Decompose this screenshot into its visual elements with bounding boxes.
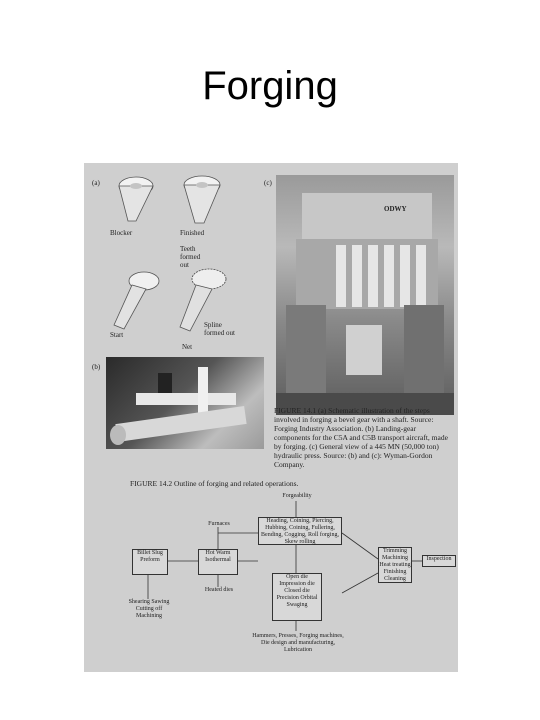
- teeth-label: Teeth formed out: [180, 245, 201, 269]
- billet-box: Billet Slug Preform: [132, 549, 168, 575]
- forgeability-node: Forgeability: [282, 493, 312, 499]
- net-label: Net: [182, 343, 193, 351]
- panel-c-label: (c): [264, 179, 272, 187]
- panel-a-label: (a): [92, 179, 100, 187]
- heading-operations-box: Heading, Coining, Piercing, Hubbing, Coining, Fullering, Bending, Cogging, Roll forging, Skew rolling: [258, 517, 342, 545]
- hot-warm-box: Hot Warm Isothermal: [198, 549, 238, 575]
- slide-title: Forging: [202, 64, 338, 108]
- open-die-box: Open die Impression die Closed die Precision Orbital Swaging: [272, 573, 322, 621]
- press-logo: ODWY: [384, 205, 407, 213]
- blocker-label: Blocker: [110, 229, 133, 237]
- start-label: Start: [110, 331, 124, 339]
- trimming-box: Trimming Machining Heat treating Finishing Cleaning: [379, 548, 411, 582]
- shearing-node: Shearing Sawing Cutting off Machining: [128, 599, 170, 619]
- spline-label: Spline formed out: [204, 321, 235, 337]
- heated-dies-node: Heated dies: [204, 587, 234, 593]
- inspection-box: Inspection: [422, 555, 456, 567]
- scanned-textbook-page: [84, 163, 458, 672]
- furnaces-node: Furnaces: [208, 521, 230, 527]
- finished-label: Finished: [180, 229, 205, 237]
- figure-14-1-caption: FIGURE 14.1 (a) Schematic illustration of the steps involved in forging a bevel gear with a shaft. Source: Forging Industry Association. (b) Landing-gear components for the C5A and C5B transport aircraft, made by forging. (c) General view of a 445 MN (50,000 ton) hydraulic press. Source: (b) and (c): Wyman-Gordon Company.: [274, 406, 448, 469]
- hammers-node: Hammers, Presses, Forging machines, Die design and manufacturing, Lubrication: [252, 633, 344, 653]
- figure-14-2-caption: FIGURE 14.2 Outline of forging and related operations.: [130, 479, 299, 488]
- forging-flowchart-connectors: [84, 163, 458, 672]
- panel-b-label: (b): [92, 363, 101, 371]
